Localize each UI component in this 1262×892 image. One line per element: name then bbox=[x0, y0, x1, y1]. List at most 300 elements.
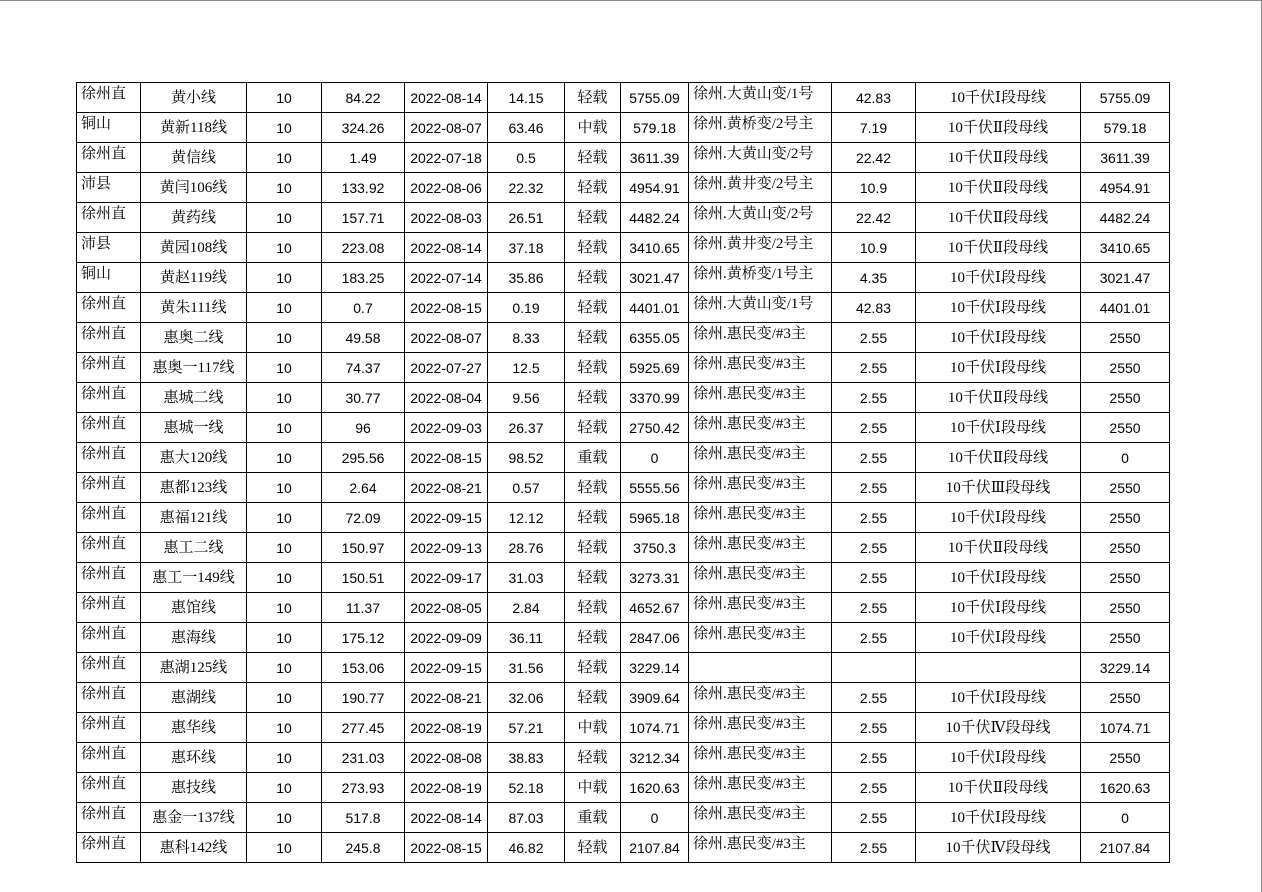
cell-load_rate: 0.19 bbox=[488, 293, 565, 323]
cell-transformer: 徐州.惠民变/#3主 bbox=[689, 623, 832, 653]
table-row bbox=[77, 293, 1170, 323]
cell-value_d: 579.18 bbox=[1081, 113, 1170, 143]
cell-value_b: 3212.34 bbox=[621, 743, 689, 773]
cell-value_b: 3750.3 bbox=[621, 533, 689, 563]
cell-voltage: 10 bbox=[247, 173, 322, 203]
cell-status: 轻载 bbox=[565, 683, 621, 713]
cell-transformer: 徐州.惠民变/#3主 bbox=[689, 383, 832, 413]
cell-transformer: 徐州.惠民变/#3主 bbox=[689, 473, 832, 503]
cell-transformer: 徐州.黄井变/2号主 bbox=[689, 173, 832, 203]
cell-value_c: 4.35 bbox=[832, 263, 916, 293]
cell-value_a: 150.97 bbox=[322, 533, 405, 563]
cell-bus: 10千伏Ⅰ段母线 bbox=[916, 413, 1081, 443]
cell-value_c: 2.55 bbox=[832, 383, 916, 413]
cell-bus: 10千伏Ⅱ段母线 bbox=[916, 203, 1081, 233]
cell-load_rate: 31.03 bbox=[488, 563, 565, 593]
cell-status: 轻载 bbox=[565, 173, 621, 203]
cell-value_a: 11.37 bbox=[322, 593, 405, 623]
cell-value_c: 42.83 bbox=[832, 83, 916, 113]
cell-company: 徐州直 bbox=[77, 593, 141, 623]
table-row bbox=[77, 833, 1170, 863]
cell-transformer: 徐州.惠民变/#3主 bbox=[689, 323, 832, 353]
cell-date: 2022-08-19 bbox=[405, 773, 488, 803]
table-row bbox=[77, 443, 1170, 473]
cell-load_rate: 22.32 bbox=[488, 173, 565, 203]
cell-value_d: 2550 bbox=[1081, 533, 1170, 563]
cell-status: 轻载 bbox=[565, 203, 621, 233]
cell-bus: 10千伏Ⅱ段母线 bbox=[916, 533, 1081, 563]
data-table bbox=[76, 82, 1170, 863]
table-row bbox=[77, 653, 1170, 683]
cell-value_c: 22.42 bbox=[832, 143, 916, 173]
cell-voltage: 10 bbox=[247, 533, 322, 563]
cell-voltage: 10 bbox=[247, 83, 322, 113]
table-row bbox=[77, 473, 1170, 503]
cell-status: 轻载 bbox=[565, 263, 621, 293]
cell-voltage: 10 bbox=[247, 503, 322, 533]
cell-load_rate: 35.86 bbox=[488, 263, 565, 293]
cell-bus: 10千伏Ⅱ段母线 bbox=[916, 173, 1081, 203]
cell-line: 黄园108线 bbox=[141, 233, 247, 263]
cell-value_b: 3229.14 bbox=[621, 653, 689, 683]
cell-load_rate: 98.52 bbox=[488, 443, 565, 473]
cell-transformer: 徐州.黄井变/2号主 bbox=[689, 233, 832, 263]
cell-value_d: 1620.63 bbox=[1081, 773, 1170, 803]
table-row bbox=[77, 623, 1170, 653]
cell-status: 中载 bbox=[565, 773, 621, 803]
cell-load_rate: 36.11 bbox=[488, 623, 565, 653]
cell-value_a: 223.08 bbox=[322, 233, 405, 263]
cell-date: 2022-08-04 bbox=[405, 383, 488, 413]
cell-value_d: 2550 bbox=[1081, 593, 1170, 623]
cell-value_c: 2.55 bbox=[832, 353, 916, 383]
cell-load_rate: 26.37 bbox=[488, 413, 565, 443]
cell-value_a: 277.45 bbox=[322, 713, 405, 743]
cell-value_b: 4401.01 bbox=[621, 293, 689, 323]
cell-bus: 10千伏Ⅰ段母线 bbox=[916, 503, 1081, 533]
cell-voltage: 10 bbox=[247, 353, 322, 383]
table-row bbox=[77, 263, 1170, 293]
cell-company: 沛县 bbox=[77, 233, 141, 263]
cell-date: 2022-09-03 bbox=[405, 413, 488, 443]
cell-load_rate: 2.84 bbox=[488, 593, 565, 623]
cell-load_rate: 32.06 bbox=[488, 683, 565, 713]
table-row bbox=[77, 383, 1170, 413]
cell-status: 轻载 bbox=[565, 323, 621, 353]
cell-status: 轻载 bbox=[565, 413, 621, 443]
cell-value_c: 2.55 bbox=[832, 713, 916, 743]
cell-line: 惠华线 bbox=[141, 713, 247, 743]
cell-date: 2022-09-15 bbox=[405, 653, 488, 683]
cell-load_rate: 8.33 bbox=[488, 323, 565, 353]
cell-value_a: 245.8 bbox=[322, 833, 405, 863]
cell-line: 惠福121线 bbox=[141, 503, 247, 533]
cell-status: 轻载 bbox=[565, 293, 621, 323]
cell-date: 2022-09-17 bbox=[405, 563, 488, 593]
cell-value_c: 2.55 bbox=[832, 473, 916, 503]
cell-status: 轻载 bbox=[565, 233, 621, 263]
cell-voltage: 10 bbox=[247, 773, 322, 803]
cell-date: 2022-08-07 bbox=[405, 113, 488, 143]
cell-transformer: 徐州.惠民变/#3主 bbox=[689, 803, 832, 833]
cell-date: 2022-08-21 bbox=[405, 473, 488, 503]
cell-value_b: 4954.91 bbox=[621, 173, 689, 203]
table-row bbox=[77, 773, 1170, 803]
cell-bus: 10千伏Ⅰ段母线 bbox=[916, 323, 1081, 353]
cell-value_d: 0 bbox=[1081, 443, 1170, 473]
cell-bus: 10千伏Ⅱ段母线 bbox=[916, 233, 1081, 263]
cell-value_a: 150.51 bbox=[322, 563, 405, 593]
cell-voltage: 10 bbox=[247, 563, 322, 593]
cell-bus: 10千伏Ⅰ段母线 bbox=[916, 263, 1081, 293]
cell-bus: 10千伏Ⅲ段母线 bbox=[916, 473, 1081, 503]
cell-value_d: 2550 bbox=[1081, 563, 1170, 593]
table-row bbox=[77, 713, 1170, 743]
cell-bus: 10千伏Ⅱ段母线 bbox=[916, 383, 1081, 413]
cell-company: 徐州直 bbox=[77, 713, 141, 743]
cell-value_b: 4652.67 bbox=[621, 593, 689, 623]
cell-value_a: 324.26 bbox=[322, 113, 405, 143]
cell-date: 2022-08-21 bbox=[405, 683, 488, 713]
table-row bbox=[77, 173, 1170, 203]
cell-value_c: 2.55 bbox=[832, 593, 916, 623]
cell-date: 2022-08-14 bbox=[405, 803, 488, 833]
cell-transformer: 徐州.惠民变/#3主 bbox=[689, 563, 832, 593]
cell-company: 徐州直 bbox=[77, 683, 141, 713]
cell-value_b: 4482.24 bbox=[621, 203, 689, 233]
cell-voltage: 10 bbox=[247, 623, 322, 653]
table-row bbox=[77, 323, 1170, 353]
cell-line: 惠湖125线 bbox=[141, 653, 247, 683]
cell-company: 徐州直 bbox=[77, 413, 141, 443]
cell-date: 2022-08-15 bbox=[405, 833, 488, 863]
cell-value_d: 2550 bbox=[1081, 323, 1170, 353]
cell-load_rate: 46.82 bbox=[488, 833, 565, 863]
cell-transformer: 徐州.惠民变/#3主 bbox=[689, 503, 832, 533]
cell-transformer: 徐州.惠民变/#3主 bbox=[689, 413, 832, 443]
cell-bus: 10千伏Ⅰ段母线 bbox=[916, 593, 1081, 623]
page-top-border bbox=[0, 0, 1262, 1]
cell-value_c: 2.55 bbox=[832, 503, 916, 533]
cell-load_rate: 87.03 bbox=[488, 803, 565, 833]
cell-bus: 10千伏Ⅰ段母线 bbox=[916, 623, 1081, 653]
cell-value_d: 3229.14 bbox=[1081, 653, 1170, 683]
cell-load_rate: 28.76 bbox=[488, 533, 565, 563]
cell-value_d: 0 bbox=[1081, 803, 1170, 833]
cell-load_rate: 52.18 bbox=[488, 773, 565, 803]
cell-value_c bbox=[832, 653, 916, 683]
cell-company: 徐州直 bbox=[77, 473, 141, 503]
cell-value_d: 2550 bbox=[1081, 743, 1170, 773]
cell-company: 徐州直 bbox=[77, 803, 141, 833]
cell-value_d: 4482.24 bbox=[1081, 203, 1170, 233]
cell-transformer: 徐州.黄桥变/2号主 bbox=[689, 113, 832, 143]
cell-transformer: 徐州.惠民变/#3主 bbox=[689, 593, 832, 623]
cell-transformer: 徐州.惠民变/#3主 bbox=[689, 713, 832, 743]
cell-date: 2022-09-15 bbox=[405, 503, 488, 533]
cell-company: 徐州直 bbox=[77, 563, 141, 593]
cell-load_rate: 37.18 bbox=[488, 233, 565, 263]
cell-status: 轻载 bbox=[565, 833, 621, 863]
cell-bus: 10千伏Ⅰ段母线 bbox=[916, 563, 1081, 593]
cell-transformer bbox=[689, 653, 832, 683]
cell-status: 轻载 bbox=[565, 563, 621, 593]
cell-bus: 10千伏Ⅱ段母线 bbox=[916, 443, 1081, 473]
cell-status: 轻载 bbox=[565, 83, 621, 113]
cell-bus: 10千伏Ⅰ段母线 bbox=[916, 353, 1081, 383]
cell-transformer: 徐州.惠民变/#3主 bbox=[689, 443, 832, 473]
cell-voltage: 10 bbox=[247, 713, 322, 743]
table-row bbox=[77, 233, 1170, 263]
cell-company: 徐州直 bbox=[77, 623, 141, 653]
cell-company: 徐州直 bbox=[77, 143, 141, 173]
cell-line: 黄药线 bbox=[141, 203, 247, 233]
cell-value_d: 2107.84 bbox=[1081, 833, 1170, 863]
cell-transformer: 徐州.大黄山变/2号 bbox=[689, 143, 832, 173]
cell-company: 徐州直 bbox=[77, 503, 141, 533]
cell-voltage: 10 bbox=[247, 203, 322, 233]
cell-status: 中载 bbox=[565, 713, 621, 743]
cell-line: 黄新118线 bbox=[141, 113, 247, 143]
cell-value_b: 1074.71 bbox=[621, 713, 689, 743]
cell-value_a: 157.71 bbox=[322, 203, 405, 233]
cell-company: 徐州直 bbox=[77, 743, 141, 773]
cell-company: 徐州直 bbox=[77, 203, 141, 233]
cell-line: 黄小线 bbox=[141, 83, 247, 113]
cell-line: 惠科142线 bbox=[141, 833, 247, 863]
cell-value_a: 175.12 bbox=[322, 623, 405, 653]
cell-value_a: 74.37 bbox=[322, 353, 405, 383]
cell-value_a: 295.56 bbox=[322, 443, 405, 473]
cell-status: 轻载 bbox=[565, 593, 621, 623]
cell-bus: 10千伏Ⅳ段母线 bbox=[916, 833, 1081, 863]
cell-date: 2022-08-14 bbox=[405, 83, 488, 113]
cell-value_b: 0 bbox=[621, 443, 689, 473]
cell-value_c: 2.55 bbox=[832, 743, 916, 773]
cell-bus: 10千伏Ⅰ段母线 bbox=[916, 743, 1081, 773]
cell-date: 2022-08-15 bbox=[405, 293, 488, 323]
cell-load_rate: 63.46 bbox=[488, 113, 565, 143]
table-row bbox=[77, 503, 1170, 533]
cell-value_c: 2.55 bbox=[832, 323, 916, 353]
table-row bbox=[77, 743, 1170, 773]
cell-load_rate: 26.51 bbox=[488, 203, 565, 233]
cell-value_c: 42.83 bbox=[832, 293, 916, 323]
table-row bbox=[77, 143, 1170, 173]
cell-bus: 10千伏Ⅱ段母线 bbox=[916, 143, 1081, 173]
cell-value_c: 2.55 bbox=[832, 833, 916, 863]
table-body bbox=[77, 83, 1170, 863]
cell-value_b: 3611.39 bbox=[621, 143, 689, 173]
cell-company: 徐州直 bbox=[77, 773, 141, 803]
cell-company: 徐州直 bbox=[77, 833, 141, 863]
cell-line: 惠城一线 bbox=[141, 413, 247, 443]
cell-line: 黄信线 bbox=[141, 143, 247, 173]
table-row bbox=[77, 803, 1170, 833]
cell-value_b: 579.18 bbox=[621, 113, 689, 143]
cell-company: 徐州直 bbox=[77, 533, 141, 563]
cell-load_rate: 14.15 bbox=[488, 83, 565, 113]
cell-line: 惠工一149线 bbox=[141, 563, 247, 593]
cell-value_b: 2847.06 bbox=[621, 623, 689, 653]
cell-line: 惠金一137线 bbox=[141, 803, 247, 833]
cell-value_b: 3909.64 bbox=[621, 683, 689, 713]
cell-line: 惠湖线 bbox=[141, 683, 247, 713]
cell-line: 惠技线 bbox=[141, 773, 247, 803]
cell-company: 徐州直 bbox=[77, 353, 141, 383]
cell-company: 铜山 bbox=[77, 263, 141, 293]
cell-value_d: 2550 bbox=[1081, 683, 1170, 713]
cell-status: 轻载 bbox=[565, 623, 621, 653]
cell-value_a: 84.22 bbox=[322, 83, 405, 113]
cell-value_d: 3021.47 bbox=[1081, 263, 1170, 293]
cell-date: 2022-07-27 bbox=[405, 353, 488, 383]
cell-voltage: 10 bbox=[247, 803, 322, 833]
cell-company: 徐州直 bbox=[77, 83, 141, 113]
cell-load_rate: 0.57 bbox=[488, 473, 565, 503]
cell-company: 徐州直 bbox=[77, 293, 141, 323]
cell-value_a: 49.58 bbox=[322, 323, 405, 353]
cell-voltage: 10 bbox=[247, 323, 322, 353]
table-row bbox=[77, 203, 1170, 233]
cell-date: 2022-09-13 bbox=[405, 533, 488, 563]
cell-status: 中载 bbox=[565, 113, 621, 143]
cell-status: 轻载 bbox=[565, 143, 621, 173]
cell-date: 2022-08-06 bbox=[405, 173, 488, 203]
cell-bus: 10千伏Ⅰ段母线 bbox=[916, 683, 1081, 713]
cell-voltage: 10 bbox=[247, 383, 322, 413]
cell-voltage: 10 bbox=[247, 653, 322, 683]
cell-company: 铜山 bbox=[77, 113, 141, 143]
cell-line: 惠工二线 bbox=[141, 533, 247, 563]
cell-voltage: 10 bbox=[247, 293, 322, 323]
cell-company: 徐州直 bbox=[77, 653, 141, 683]
cell-bus: 10千伏Ⅱ段母线 bbox=[916, 113, 1081, 143]
cell-voltage: 10 bbox=[247, 113, 322, 143]
cell-transformer: 徐州.大黄山变/1号 bbox=[689, 293, 832, 323]
cell-status: 轻载 bbox=[565, 353, 621, 383]
cell-line: 惠馆线 bbox=[141, 593, 247, 623]
cell-value_d: 2550 bbox=[1081, 383, 1170, 413]
cell-bus: 10千伏Ⅰ段母线 bbox=[916, 803, 1081, 833]
cell-transformer: 徐州.黄桥变/1号主 bbox=[689, 263, 832, 293]
cell-line: 惠奥二线 bbox=[141, 323, 247, 353]
table-row bbox=[77, 353, 1170, 383]
cell-status: 轻载 bbox=[565, 383, 621, 413]
cell-voltage: 10 bbox=[247, 143, 322, 173]
cell-value_d: 1074.71 bbox=[1081, 713, 1170, 743]
cell-date: 2022-07-14 bbox=[405, 263, 488, 293]
cell-value_a: 517.8 bbox=[322, 803, 405, 833]
cell-value_b: 0 bbox=[621, 803, 689, 833]
cell-line: 惠都123线 bbox=[141, 473, 247, 503]
cell-bus bbox=[916, 653, 1081, 683]
cell-value_d: 2550 bbox=[1081, 623, 1170, 653]
cell-date: 2022-09-09 bbox=[405, 623, 488, 653]
cell-value_b: 6355.05 bbox=[621, 323, 689, 353]
cell-line: 惠环线 bbox=[141, 743, 247, 773]
cell-transformer: 徐州.大黄山变/2号 bbox=[689, 203, 832, 233]
table-row bbox=[77, 113, 1170, 143]
cell-voltage: 10 bbox=[247, 593, 322, 623]
cell-load_rate: 12.12 bbox=[488, 503, 565, 533]
cell-company: 徐州直 bbox=[77, 383, 141, 413]
cell-line: 黄赵119线 bbox=[141, 263, 247, 293]
cell-company: 沛县 bbox=[77, 173, 141, 203]
cell-value_b: 5555.56 bbox=[621, 473, 689, 503]
cell-voltage: 10 bbox=[247, 233, 322, 263]
cell-transformer: 徐州.惠民变/#3主 bbox=[689, 353, 832, 383]
cell-value_c: 2.55 bbox=[832, 533, 916, 563]
cell-voltage: 10 bbox=[247, 413, 322, 443]
cell-value_c: 2.55 bbox=[832, 443, 916, 473]
cell-date: 2022-08-15 bbox=[405, 443, 488, 473]
cell-load_rate: 9.56 bbox=[488, 383, 565, 413]
cell-value_c: 2.55 bbox=[832, 413, 916, 443]
cell-value_d: 4401.01 bbox=[1081, 293, 1170, 323]
cell-company: 徐州直 bbox=[77, 443, 141, 473]
cell-value_b: 3273.31 bbox=[621, 563, 689, 593]
cell-bus: 10千伏Ⅱ段母线 bbox=[916, 773, 1081, 803]
cell-bus: 10千伏Ⅰ段母线 bbox=[916, 293, 1081, 323]
cell-value_c: 2.55 bbox=[832, 803, 916, 833]
cell-value_d: 4954.91 bbox=[1081, 173, 1170, 203]
cell-value_d: 3611.39 bbox=[1081, 143, 1170, 173]
cell-transformer: 徐州.惠民变/#3主 bbox=[689, 833, 832, 863]
cell-value_c: 10.9 bbox=[832, 173, 916, 203]
cell-transformer: 徐州.大黄山变/1号 bbox=[689, 83, 832, 113]
cell-value_d: 2550 bbox=[1081, 353, 1170, 383]
cell-value_a: 273.93 bbox=[322, 773, 405, 803]
cell-transformer: 徐州.惠民变/#3主 bbox=[689, 533, 832, 563]
cell-value_a: 0.7 bbox=[322, 293, 405, 323]
cell-voltage: 10 bbox=[247, 473, 322, 503]
cell-value_a: 133.92 bbox=[322, 173, 405, 203]
cell-company: 徐州直 bbox=[77, 323, 141, 353]
cell-bus: 10千伏Ⅰ段母线 bbox=[916, 83, 1081, 113]
cell-value_b: 2750.42 bbox=[621, 413, 689, 443]
cell-date: 2022-08-08 bbox=[405, 743, 488, 773]
cell-value_c: 2.55 bbox=[832, 623, 916, 653]
cell-status: 重载 bbox=[565, 803, 621, 833]
cell-value_b: 3410.65 bbox=[621, 233, 689, 263]
cell-value_a: 153.06 bbox=[322, 653, 405, 683]
table-row bbox=[77, 563, 1170, 593]
cell-value_c: 2.55 bbox=[832, 563, 916, 593]
cell-bus: 10千伏Ⅳ段母线 bbox=[916, 713, 1081, 743]
cell-value_c: 22.42 bbox=[832, 203, 916, 233]
table-row bbox=[77, 83, 1170, 113]
cell-value_a: 30.77 bbox=[322, 383, 405, 413]
cell-value_d: 3410.65 bbox=[1081, 233, 1170, 263]
cell-status: 轻载 bbox=[565, 473, 621, 503]
cell-line: 黄朱111线 bbox=[141, 293, 247, 323]
cell-load_rate: 12.5 bbox=[488, 353, 565, 383]
cell-date: 2022-08-19 bbox=[405, 713, 488, 743]
cell-load_rate: 0.5 bbox=[488, 143, 565, 173]
cell-voltage: 10 bbox=[247, 833, 322, 863]
cell-value_d: 2550 bbox=[1081, 413, 1170, 443]
cell-line: 惠海线 bbox=[141, 623, 247, 653]
cell-voltage: 10 bbox=[247, 683, 322, 713]
cell-status: 轻载 bbox=[565, 653, 621, 683]
cell-date: 2022-08-14 bbox=[405, 233, 488, 263]
cell-load_rate: 31.56 bbox=[488, 653, 565, 683]
cell-voltage: 10 bbox=[247, 743, 322, 773]
cell-date: 2022-08-05 bbox=[405, 593, 488, 623]
cell-value_d: 2550 bbox=[1081, 473, 1170, 503]
cell-line: 惠奥一117线 bbox=[141, 353, 247, 383]
